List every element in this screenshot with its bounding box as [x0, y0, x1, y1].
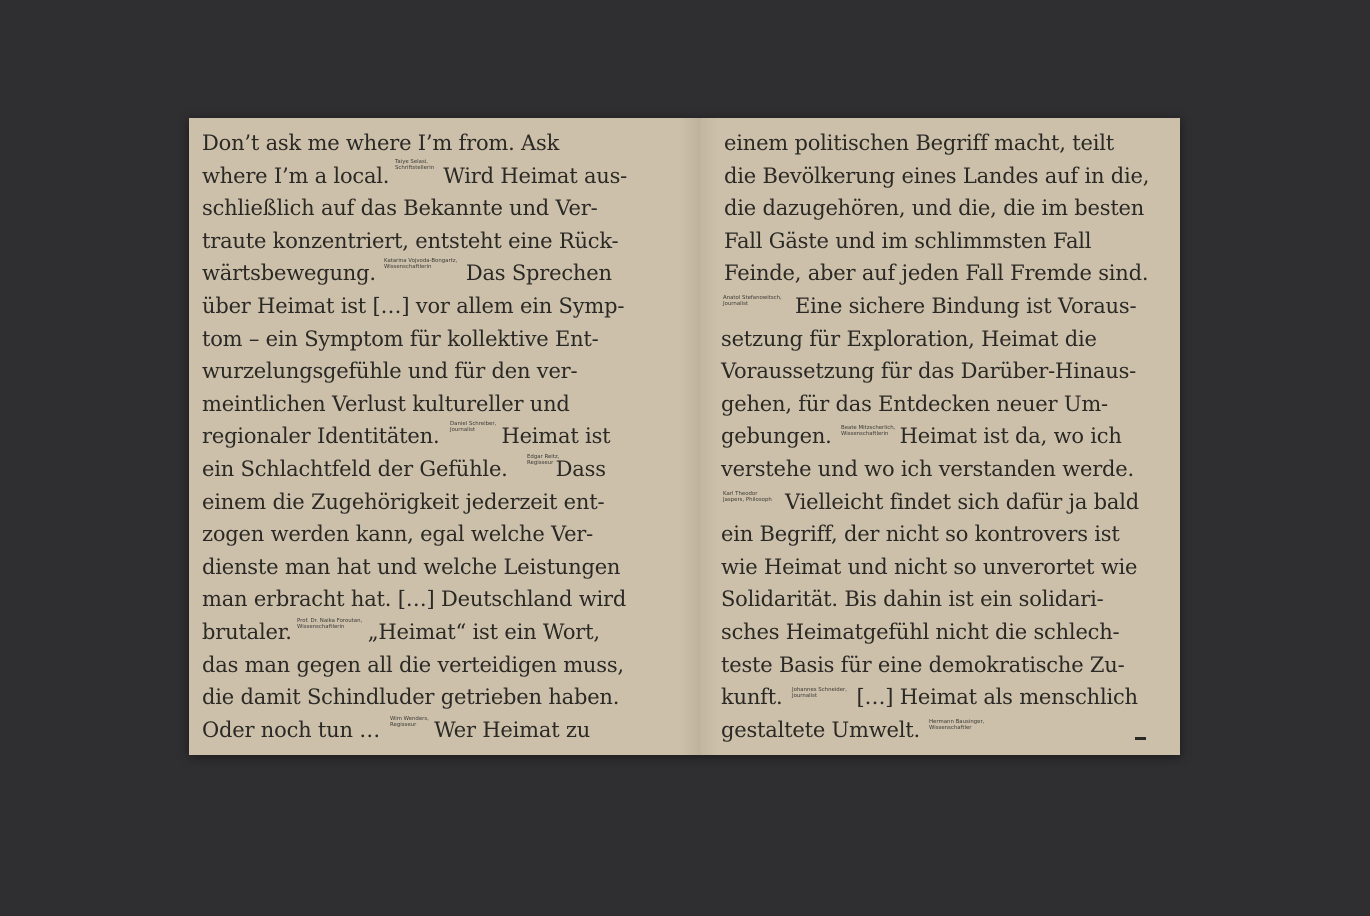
text-line: Vielleicht findet sich dafür ja bald — [785, 489, 1139, 514]
text-line: die Bevölkerung eines Landes auf in die, — [724, 163, 1150, 188]
text-line: zogen werden kann, egal welche Ver- — [202, 522, 594, 547]
text-line: über Heimat ist […] vor allem ein Symp- — [202, 293, 625, 318]
text-line: die damit Schindluder getrieben haben. — [202, 685, 620, 710]
text-line: Fall Gäste und im schlimmsten Fall — [724, 228, 1092, 253]
text-line: Feinde, aber auf jeden Fall Fremde sind. — [724, 261, 1149, 286]
text-line: man erbracht hat. […] Deutschland wird — [202, 587, 627, 612]
text-line: wie Heimat und nicht so unverortet wie — [721, 554, 1138, 579]
text-line: tom – ein Symptom für kollektive Ent- — [202, 326, 599, 351]
text-line: gestaltete Umwelt. — [721, 717, 920, 742]
text-line: traute konzentriert, entsteht eine Rück- — [202, 228, 619, 253]
text-line: setzung für Exploration, Heimat die — [721, 326, 1097, 351]
right-page — [721, 127, 1177, 746]
text-line: kunft. […] Heimat als menschlich — [721, 685, 1138, 710]
attribution-note: Taiye Selasi, Schriftstellerin — [395, 159, 435, 172]
attribution-note: Anatol Stefanowitsch, Journalist — [723, 295, 782, 308]
book-gutter — [679, 118, 719, 755]
text-line: teste Basis für eine demokratische Zu- — [721, 652, 1125, 677]
text-line: verstehe und wo ich verstanden werde. — [721, 456, 1134, 481]
text-line: wärtsbewegung. Das Sprechen — [202, 261, 612, 286]
text-line: regionaler Identitäten. Heimat ist — [202, 424, 611, 449]
end-mark — [1135, 737, 1146, 740]
text-line: dienste man hat und welche Leistungen — [202, 554, 621, 579]
attribution-note: Beate Mitzscherlich, Wissenschaftlerin — [841, 425, 896, 438]
text-line: ein Begriff, der nicht so kontrovers ist — [721, 522, 1120, 547]
text-line: Oder noch tun … Wer Heimat zu — [202, 717, 591, 742]
text-line: wurzelungsgefühle und für den ver- — [202, 359, 578, 384]
text-line: Voraussetzung für das Darüber-Hinaus- — [721, 359, 1137, 384]
text-line: where I’m a local. Wird Heimat aus- — [202, 163, 628, 188]
text-line: sches Heimatgefühl nicht die schlech- — [721, 619, 1120, 644]
book-spread — [189, 118, 1180, 755]
attribution-note: Daniel Schreiber, Journalist — [450, 421, 497, 434]
text-line: Solidarität. Bis dahin ist ein solidari- — [721, 587, 1104, 612]
text-line: das man gegen all die verteidigen muss, — [202, 652, 624, 677]
text-line: die dazugehören, und die, die im besten — [724, 196, 1145, 221]
text-line: ein Schlachtfeld der Gefühle. Dass — [202, 456, 606, 481]
text-line: Don’t ask me where I’m from. Ask — [202, 131, 560, 155]
attribution-note: Katarina Vojvoda-Bongartz, Wissenschaftlerin — [384, 258, 458, 271]
text-line: einem die Zugehörigkeit jederzeit ent- — [202, 489, 605, 514]
attribution-note: Karl Theodor Jaspers, Philosoph — [723, 491, 772, 504]
text-line: schließlich auf das Bekannte und Ver- — [202, 196, 598, 221]
left-page — [202, 127, 672, 746]
attribution-note: Wim Wenders, Regisseur — [390, 716, 429, 729]
attribution-note: Edgar Reitz, Regisseur — [527, 454, 560, 467]
text-line: brutaler. „Heimat“ ist ein Wort, — [202, 619, 600, 644]
attribution-note: Prof. Dr. Naika Foroutan, Wissenschaftlerin — [297, 618, 363, 631]
text-line: gebungen. Heimat ist da, wo ich — [721, 424, 1122, 449]
text-line: meintlichen Verlust kultureller und — [202, 391, 570, 416]
attribution-note: Hermann Bausinger, Wissenschaftler — [929, 719, 985, 732]
text-line: gehen, für das Entdecken neuer Um- — [721, 391, 1108, 416]
attribution-note: Johannes Schneider, Journalist — [792, 687, 847, 700]
text-line: einem politischen Begriff macht, teilt — [724, 131, 1114, 155]
text-line: Eine sichere Bindung ist Voraus- — [795, 293, 1137, 318]
